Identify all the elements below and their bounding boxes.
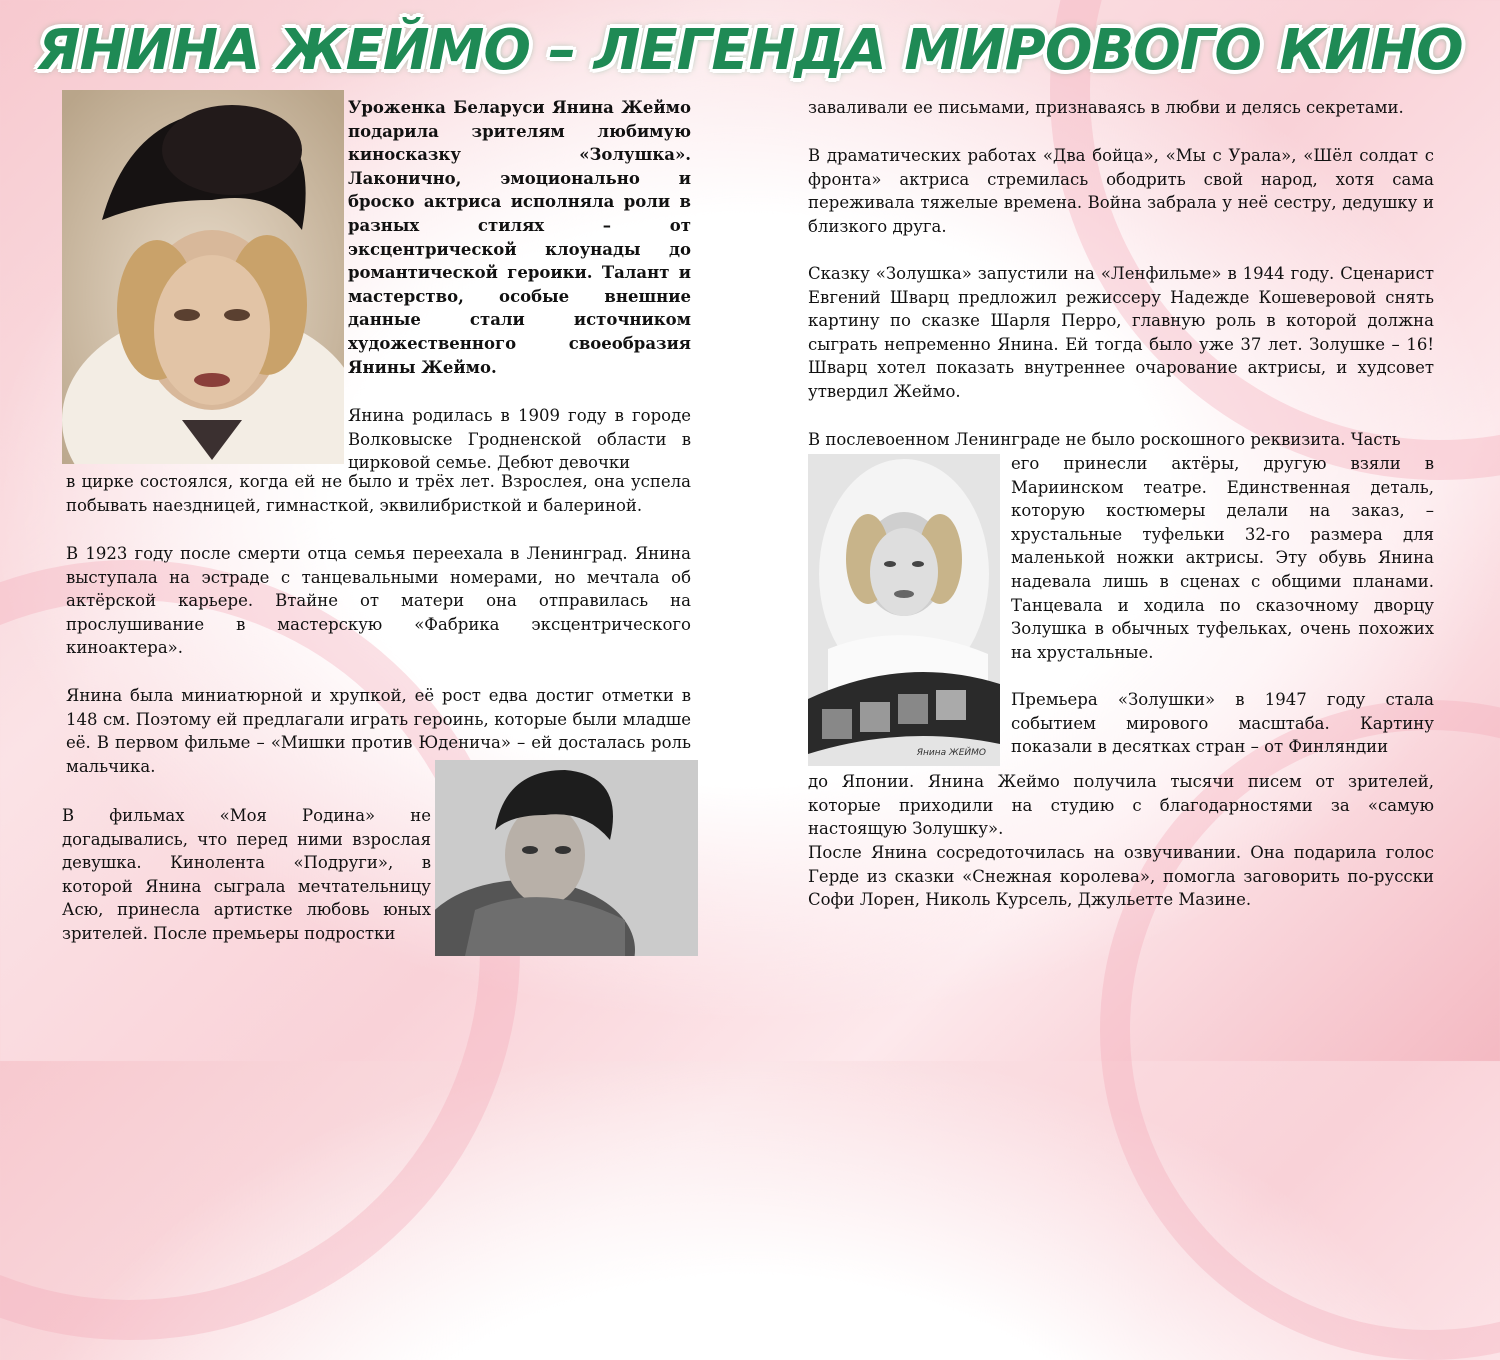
premiere-paragraph-side: Премьера «Золушки» в 1947 году стала событием мирового масштаба. Картину показали в десятках стран – от Финляндии	[1011, 690, 1434, 757]
winter-portrait-photo	[435, 760, 698, 956]
postcard-photo	[808, 454, 1000, 766]
postcard-caption: Янина ЖЕЙМО	[916, 748, 986, 758]
war-paragraph: В драматических работах «Два бойца», «Мы с Урала», «Шёл солдат с фронта» актриса стремилась ободрить свой народ, хотя сама переживала тяжелые времена. Война забрала у неё сестру, дедушку и близкого друга.	[808, 146, 1434, 236]
dubbing-paragraph: После Янина сосредоточилась на озвучивании. Она подарила голос Герде из сказки «Снежная королева», помогла заговорить по-русски Софи Лорен, Николь Курсель, Джульетте Мазине.	[808, 843, 1434, 910]
postwar-paragraph-side: его принесли актёры, другую взяли в Мариинском театре. Единственная деталь, которую костюмеры делали на заказ, – хрустальные туфельки 32-го размера для маленькой ножки актрисы. Эту обувь Янина надевала лишь в сценах с общими планами. Танцевала и ходила по сказочному дворцу Золушка в обычных туфельках, очень похожих на хрустальные.	[1011, 454, 1434, 662]
birth-paragraph-top: Янина родилась в 1909 году в городе Волковыске Гродненской области в цирковой семье. Дебют девочки	[348, 406, 691, 473]
height-paragraph: Янина была миниатюрной и хрупкой, её рост едва достиг отметки в 148 см. Поэтому ей предлагали играть героинь, которые были младше её. В первом фильме – «Мишки против Юденича» – ей досталась роль мальчика.	[66, 686, 691, 776]
cinderella-launch-paragraph: Сказку «Золушка» запустили на «Ленфильме» в 1944 году. Сценарист Евгений Шварц предложил режиссеру Надежде Кошеверовой снять картину по сказке Шарля Перро, главную роль в которой должна сыграть непременно Янина. Ей тогда было уже 37 лет. Золушке – 16! Шварц хотел показать внутреннее очарование актрисы, и худсовет утвердил Жеймо.	[808, 264, 1434, 401]
letters-paragraph: заваливали ее письмами, признаваясь в любви и делясь секретами.	[808, 98, 1404, 117]
premiere-paragraph-bottom: до Японии. Янина Жеймо получила тысячи писем от зрителей, которые приходили на студию с благодарностями за «самую настоящую Золушку».	[808, 772, 1434, 839]
films-paragraph: В фильмах «Моя Родина» не догадывались, что перед ними взрослая девушка. Кинолента «Подруги», в которой Янина сыграла мечтательницу Асю, принесла артистке любовь юных зрителей. После премьеры подростки	[62, 806, 431, 943]
postwar-paragraph-top: В послевоенном Ленинграде не было роскошного реквизита. Часть	[808, 430, 1401, 449]
birth-paragraph-bottom: в цирке состоялся, когда ей не было и трёх лет. Взрослея, она успела побывать наездницей, гимнасткой, эквилибристкой и балериной.	[66, 472, 691, 515]
intro-paragraph: Уроженка Беларуси Янина Жеймо подарила зрителям любимую киносказку «Золушка». Лаконично, эмоционально и броско актриса исполняла роли в разных стилях – от эксцентрической клоунады до романтической героики. Талант и мастерство, особые внешние данные стали источником художественного своеобразия Янины Жеймо.	[348, 98, 691, 377]
portrait-photo-hat	[62, 90, 344, 464]
page-title: ЯНИНА ЖЕЙМО – ЛЕГЕНДА МИРОВОГО КИНО	[37, 18, 1463, 83]
leningrad-paragraph: В 1923 году после смерти отца семья переехала в Ленинград. Янина выступала на эстраде с танцевальными номерами, но мечтала об актёрской карьере. Втайне от матери она отправилась на прослушивание в мастерскую «Фабрика эксцентрического киноактера».	[66, 544, 691, 658]
